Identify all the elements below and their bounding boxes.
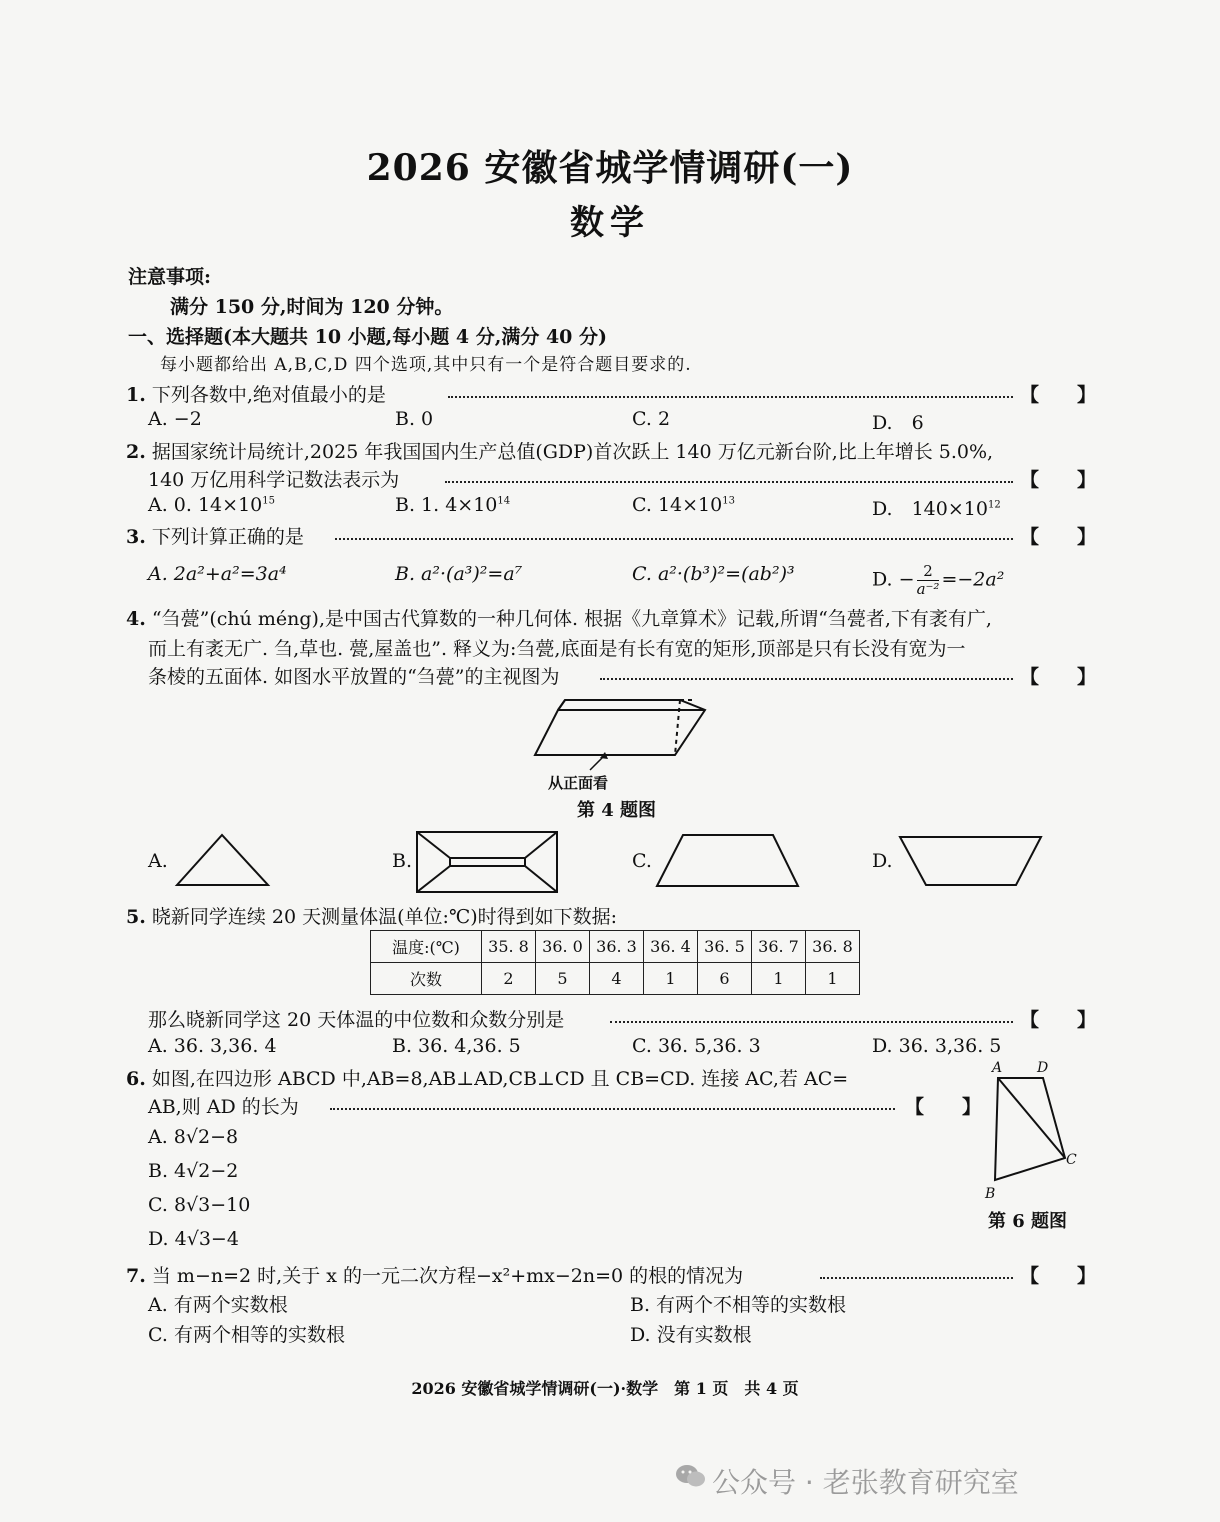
answer-bracket[interactable]: 【 】: [1020, 469, 1097, 491]
q4-option-a-triangle-figure[interactable]: [175, 833, 271, 888]
q4-option-c-label[interactable]: C.: [632, 850, 652, 872]
chumeng-solid-figure: [530, 690, 710, 770]
vertex-label-a: A: [992, 1060, 1003, 1076]
q1-option-a[interactable]: A. −2: [148, 408, 202, 430]
vertex-label-c: C: [1066, 1152, 1077, 1168]
fraction-denominator: a⁻²: [916, 580, 940, 598]
fraction-numerator: 2: [917, 563, 940, 581]
q3-option-a[interactable]: A. 2a²+a²=3a⁴: [148, 563, 287, 585]
q6-option-a[interactable]: A. 8√2−8: [148, 1126, 239, 1148]
table-cell: 1: [644, 963, 698, 995]
q6-option-d[interactable]: D. 4√3−4: [148, 1228, 239, 1250]
q2-option-d[interactable]: D. $140\times 10^{12}$: [872, 498, 1001, 520]
q1-option-b[interactable]: B. 0: [395, 408, 434, 430]
wechat-icon: [675, 1462, 707, 1490]
table-header-cell: 温度:(℃): [371, 931, 482, 963]
q5-option-c[interactable]: C. 36. 5,36. 3: [632, 1035, 761, 1057]
answer-leader-dots: [330, 1108, 895, 1110]
answer-leader-dots: [448, 396, 1013, 398]
q2-option-a[interactable]: A. 0. $14\times 10^{15}$: [148, 494, 275, 516]
q7-option-b[interactable]: B. 有两个不相等的实数根: [630, 1294, 847, 1316]
question-6-line2: AB,则 AD 的长为: [148, 1096, 299, 1118]
table-cell: 4: [590, 963, 644, 995]
q1-option-c[interactable]: C. 2: [632, 408, 671, 430]
table-cell: 1: [806, 963, 860, 995]
question-4-line3: 条棱的五面体. 如图水平放置的“刍甍”的主视图为: [148, 666, 560, 688]
table-cell: 36. 8: [806, 931, 860, 963]
q4-option-c-trapezoid-figure[interactable]: [655, 833, 800, 888]
answer-leader-dots: [820, 1277, 1013, 1279]
q3-option-b[interactable]: B. a²·(a³)²=a⁷: [395, 563, 523, 585]
page-footer: 2026 安徽省城学情调研(一)·数学 第 1 页 共 4 页: [411, 1379, 799, 1398]
q3-option-c[interactable]: C. a²·(b³)²=(ab²)³: [632, 563, 795, 585]
table-cell: 36. 5: [698, 931, 752, 963]
notice-heading: 注意事项:: [128, 266, 212, 288]
answer-bracket[interactable]: 【 】: [1020, 1009, 1097, 1031]
table-cell: 36. 4: [644, 931, 698, 963]
table-cell: 5: [536, 963, 590, 995]
question-2: 2. 据国家统计局统计,2025 年我国国内生产总值(GDP)首次跃上 140 万亿元新台阶,比上年增长 5.0%,: [126, 441, 994, 463]
q5-option-d[interactable]: D. 36. 3,36. 5: [872, 1035, 1002, 1057]
q7-option-c[interactable]: C. 有两个相等的实数根: [148, 1324, 345, 1346]
q4-option-b-rectangle-figure[interactable]: [415, 830, 560, 894]
q5-option-a[interactable]: A. 36. 3,36. 4: [148, 1035, 277, 1057]
table-cell: 35. 8: [482, 931, 536, 963]
question-5: 5. 晓新同学连续 20 天测量体温(单位:℃)时得到如下数据:: [126, 906, 618, 928]
table-row-count: [371, 963, 860, 995]
answer-bracket[interactable]: 【 】: [905, 1096, 982, 1118]
q4-option-a-label[interactable]: A.: [148, 850, 168, 872]
question-3: 3. 下列计算正确的是: [126, 526, 304, 548]
table-cell: 2: [482, 963, 536, 995]
q4-option-d-inverted-trapezoid-figure[interactable]: [898, 835, 1043, 887]
question-4-line2: 而上有袤无广. 刍,草也. 甍,屋盖也”. 释义为:刍甍,底面是有长有宽的矩形,顶部是只有长没有宽为一: [148, 638, 966, 660]
question-5-line2: 那么晓新同学这 20 天体温的中位数和众数分别是: [148, 1009, 565, 1031]
view-direction-label: 从正面看: [548, 774, 609, 792]
q4-option-d-label[interactable]: D.: [872, 850, 893, 872]
figure-6-caption: 第 6 题图: [988, 1211, 1068, 1232]
answer-bracket[interactable]: 【 】: [1020, 1265, 1097, 1287]
q2-option-b[interactable]: B. 1. $4\times 10^{14}$: [395, 494, 511, 516]
watermark-text: 公众号 · 老张教育研究室: [712, 1466, 1019, 1499]
section-heading: 一、选择题(本大题共 10 小题,每小题 4 分,满分 40 分): [128, 326, 607, 348]
q7-option-a[interactable]: A. 有两个实数根: [148, 1294, 288, 1316]
quadrilateral-abcd-figure: [985, 1062, 1075, 1202]
exam-title: 2026 安徽省城学情调研(一): [366, 147, 854, 189]
table-cell: 36. 7: [752, 931, 806, 963]
answer-bracket[interactable]: 【 】: [1020, 384, 1097, 406]
table-cell: 6: [698, 963, 752, 995]
notice-content: 满分 150 分,时间为 120 分钟。: [170, 296, 454, 318]
q3-option-d[interactable]: D. − $\frac{2}{\text{a⁻²}}$ =−2a²: [872, 562, 1005, 598]
figure-4-caption: 第 4 题图: [577, 800, 657, 821]
vertex-label-d: D: [1037, 1060, 1049, 1076]
answer-leader-dots: [445, 481, 1013, 483]
table-cell: 36. 0: [536, 931, 590, 963]
question-2-line2: 140 万亿用科学记数法表示为: [148, 469, 400, 491]
vertex-label-b: B: [985, 1186, 996, 1202]
exam-subject: 数学: [570, 203, 650, 243]
q2-option-c[interactable]: C. $14\times 10^{13}$: [632, 494, 735, 516]
question-4: 4. “刍甍”(chú méng),是中国古代算数的一种几何体. 根据《九章算术》记载,所谓“刍甍者,下有袤有广,: [126, 608, 992, 630]
table-header-cell: 次数: [371, 963, 482, 995]
table-cell: 36. 3: [590, 931, 644, 963]
question-1: 1. 下列各数中,绝对值最小的是: [126, 384, 386, 406]
q4-option-b-label[interactable]: B.: [392, 850, 413, 872]
answer-leader-dots: [610, 1021, 1013, 1023]
answer-leader-dots: [335, 538, 1013, 540]
question-6: 6. 如图,在四边形 ABCD 中,AB=8,AB⊥AD,CB⊥CD 且 CB=CD. 连接 AC,若 AC=: [126, 1068, 849, 1090]
table-cell: 1: [752, 963, 806, 995]
q5-option-b[interactable]: B. 36. 4,36. 5: [392, 1035, 521, 1057]
q6-option-b[interactable]: B. 4√2−2: [148, 1160, 239, 1182]
answer-bracket[interactable]: 【 】: [1020, 526, 1097, 548]
q7-option-d[interactable]: D. 没有实数根: [630, 1324, 752, 1346]
answer-leader-dots: [600, 678, 1013, 680]
q1-option-d[interactable]: D. 6: [872, 412, 924, 434]
q6-option-c[interactable]: C. 8√3−10: [148, 1194, 251, 1216]
question-7: 7. 当 m−n=2 时,关于 x 的一元二次方程−x²+mx−2n=0 的根的情况为: [126, 1265, 744, 1287]
table-row-temperature: [371, 931, 860, 963]
answer-bracket[interactable]: 【 】: [1020, 666, 1097, 688]
section-intro: 每小题都给出 A,B,C,D 四个选项,其中只有一个是符合题目要求的.: [160, 355, 692, 375]
temperature-data-table: [370, 930, 860, 995]
